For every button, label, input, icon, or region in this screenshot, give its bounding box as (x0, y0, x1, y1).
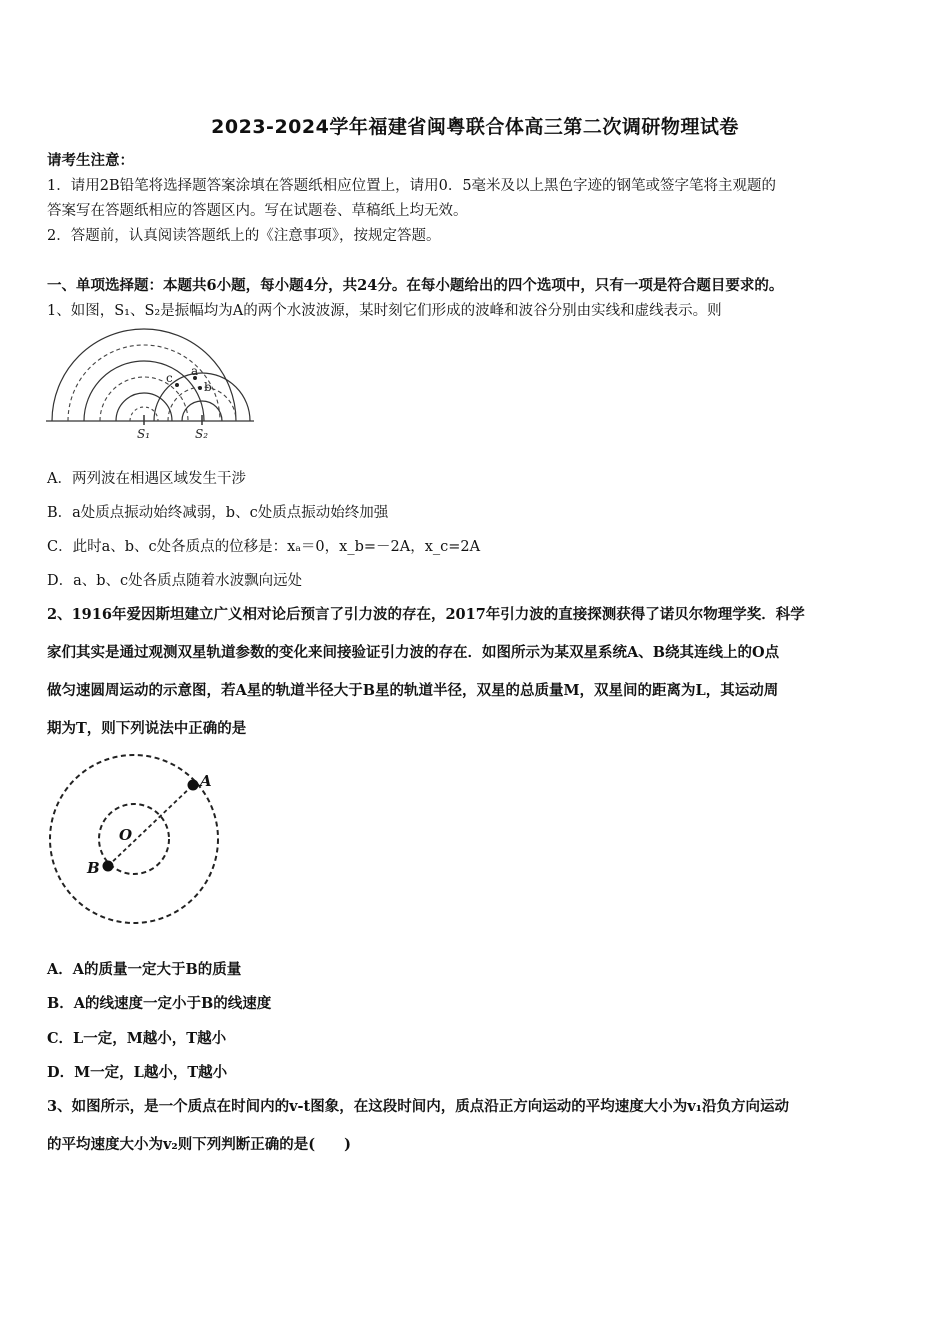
q2-line-1: 2、1916年爱因斯坦建立广义相对论后预言了引力波的存在，2017年引力波的直接探测获得了诺贝尔物理学奖．科学 (47, 606, 805, 623)
q2-option-c: C．L一定，M越小，T越小 (47, 1030, 227, 1047)
label-s1: S₁ (137, 427, 151, 441)
q2-line-3: 做匀速圆周运动的示意图，若A星的轨道半径大于B星的轨道半径，双星的总质量M，双星间的距离为L，其运动周 (47, 682, 779, 699)
q1-option-b: B．a处质点振动始终减弱，b、c处质点振动始终加强 (47, 505, 389, 521)
notice-line-2: 答案写在答题纸相应的答题区内。写在试题卷、草稿纸上均无效。 (47, 203, 468, 219)
label-c: c (166, 371, 173, 385)
q2-line-2: 家们其实是通过观测双星轨道参数的变化来间接验证引力波的存在．如图所示为某双星系统A、B绕其连线上的O点 (47, 644, 780, 661)
star-b (103, 861, 114, 872)
q2-line-4: 期为T，则下列说法中正确的是 (47, 720, 247, 737)
q3-line-1: 3、如图所示，是一个质点在时间内的v-t图象，在这段时间内，质点沿正方向运动的平均速度大小为v₁沿负方向运动 (47, 1098, 790, 1115)
point-b (198, 386, 202, 390)
label-s2: S₂ (195, 427, 209, 441)
wave-interference-figure (44, 325, 256, 447)
s1-crest-outer (52, 329, 236, 421)
section-heading: 一、单项选择题：本题共6小题，每小题4分，共24分。在每小题给出的四个选项中，只有一项是符合题目要求的。 (47, 277, 784, 294)
q1-option-c: C．此时a、b、c处各质点的位移是：xₐ＝0，x_b=－2A，x_c=2A (47, 539, 481, 555)
notice-line-1: 1．请用2B铅笔将选择题答案涂填在答题纸相应位置上，请用0．5毫米及以上黑色字迹的钢笔或签字笔将主观题的 (47, 178, 777, 194)
label-b: b (204, 380, 212, 394)
point-c (175, 383, 179, 387)
notice-line-3: 2．答题前，认真阅读答题纸上的《注意事项》，按规定答题。 (47, 228, 441, 244)
binary-star-figure (44, 754, 234, 936)
q1-option-d: D．a、b、c处各质点随着水波飘向远处 (47, 573, 303, 589)
s1-trough-mid (100, 377, 188, 421)
q1-stem: 1、如图，S₁、S₂是振幅均为A的两个水波波源，某时刻它们形成的波峰和波谷分别由实线和虚线表示。则 (47, 303, 722, 319)
label-center-o: O (119, 826, 133, 844)
q2-option-a: A．A的质量一定大于B的质量 (47, 961, 242, 978)
star-a (188, 780, 199, 791)
label-star-a: A (200, 772, 212, 790)
label-a: a (191, 364, 199, 378)
label-star-b: B (87, 859, 100, 877)
notice-heading: 请考生注意： (47, 152, 134, 169)
q3-line-2: 的平均速度大小为v₂则下列判断正确的是( ) (47, 1136, 351, 1153)
page-title: 2023-2024学年福建省闽粤联合体高三第二次调研物理试卷 (211, 116, 739, 138)
q2-option-b: B．A的线速度一定小于B的线速度 (47, 995, 272, 1012)
q1-option-a: A．两列波在相遇区域发生干涉 (47, 471, 246, 487)
s1-trough-outer (68, 345, 220, 421)
q2-option-d: D．M一定，L越小，T越小 (47, 1064, 228, 1081)
